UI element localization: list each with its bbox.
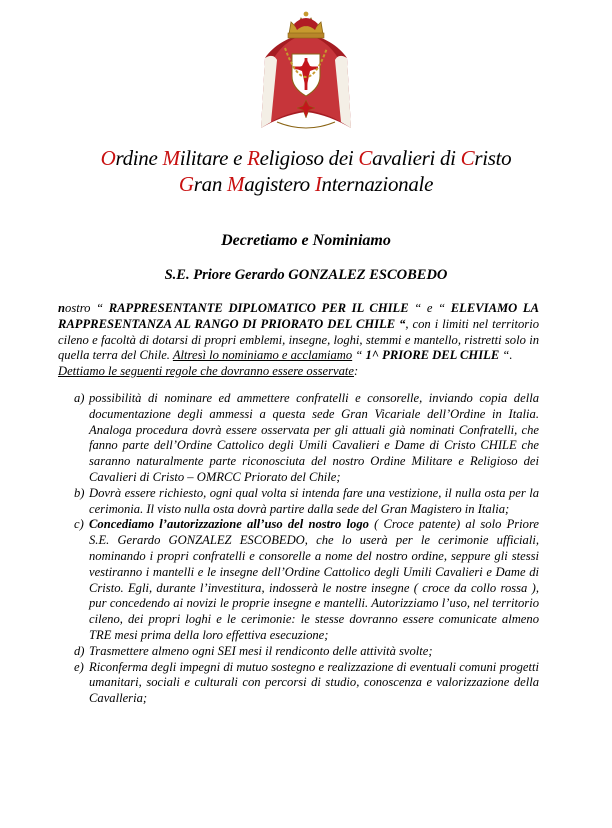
- title-capital-letter: I: [314, 172, 322, 196]
- title-capital-letter: M: [227, 172, 245, 196]
- title-word-rest: nternazionale: [321, 172, 434, 196]
- decree-heading: Decretiamo e Nominiamo: [221, 232, 391, 249]
- priorate-elevation: ELEVIAMO LA RAPPRESENTANZA AL RANGO DI PRIORATO DEL CHILE: [58, 301, 539, 331]
- title-capital-letter: C: [460, 146, 475, 170]
- rules-list: [58, 391, 539, 707]
- title-word-rest: avalieri di: [372, 146, 461, 170]
- appointee-name: S.E. Priore Gerardo GONZALEZ ESCOBEDO: [164, 267, 448, 283]
- priore-title: 1^ PRIORE DEL CHILE: [365, 348, 500, 363]
- title-capital-letter: C: [358, 146, 373, 170]
- title-capital-letter: O: [100, 146, 116, 170]
- list-item: a) possibilità di nominare ed ammettere confratelli e consorelle, inviando copia della documentazione degli ammessi a questa sede Gran Vicariale dell’Ordine in Italia. Analoga procedura dovrà essere osservata per gli attuali già nominati Confratelli, che fanno parte dell’Ordine Cattolico degli Umili Cavalieri e Dame di Cristo CHILE che saranno naturalmente parte riconosciuta del nostro Ordine Militare e Religioso dei Cavalieri di Cristo – OMRCC Priorato del Chile;: [74, 390, 539, 484]
- nomination-phrase: Altresì lo nominiamo e acclamiamo: [172, 348, 353, 363]
- intro-paragraph: nostro “ RAPPRESENTANTE DIPLOMATICO PER IL CHILE “ e “ ELEVIAMO LA RAPPRESENTANZA AL RANGO DI PRIORATO DEL CHILE “, con i limiti nel territorio cileno e facoltà di dotarsi di propri emblemi, insegne, loghi, stemmi e mantello, ristretti solo in quella terra del Chile. Altresì lo nominiamo e acclamiamo “ 1^ PRIORE DEL CHILE “.: [58, 301, 539, 363]
- rules-intro: Dettiamo le seguenti regole che dovranno essere osservate:: [58, 364, 359, 379]
- list-item: e) Riconferma degli impegni di mutuo sostegno e realizzazione di eventuali comuni progetti umanitari, sociali e culturali con percorsi di studio, conoscenza e valorizzazione della Cavalleria;: [74, 659, 539, 706]
- role-title: RAPPRESENTANTE DIPLOMATICO PER IL CHILE: [108, 301, 409, 315]
- order-crest-emblem: [259, 10, 353, 140]
- title-word-rest: ilitare e: [179, 146, 248, 170]
- title-capital-letter: M: [162, 146, 180, 170]
- order-name-title: [0, 146, 612, 171]
- title-word-rest: risto: [474, 146, 512, 170]
- title-word-rest: eligioso dei: [259, 146, 359, 170]
- decree-body: [58, 301, 539, 707]
- list-item: c) Concediamo l’autorizzazione all’uso del nostro logo ( Croce patente) al solo Priore S.E. Gerardo GONZALEZ ESCOBEDO, che lo userà per le cerimonie ufficiali, nominando i propri confratelli e consorelle a nome del nostro ordine, seppure gli stessi vestiranno i mantelli e le insegne dell’Ordine Cattolico degli Umili Cavalieri e Dame di Cristo. Egli, durante l’investitura, indosserà le nostre insegne ( croce da collo rossa ), pur concedendo ai novizi le proprie insegne e mantelli. Autorizziamo l’uso, nel territorio cileno, dei propri loghi e le cerimonie: le stesse dovranno essere comunicate almeno TRE mesi prima della loro effettiva esecuzione;: [74, 517, 539, 642]
- title-word-rest: ran: [193, 172, 227, 196]
- title-capital-letter: G: [178, 172, 194, 196]
- list-item: d) Trasmettere almeno ogni SEI mesi il rendiconto delle attività svolte;: [74, 643, 433, 658]
- title-capital-letter: R: [247, 146, 260, 170]
- list-item: b) Dovrà essere richiesto, ogni qual volta si intenda fare una vestizione, il nulla osta per la cerimonia. Il visto nulla osta dovrà partire dalla sede del Gran Magistero in Italia;: [74, 485, 539, 516]
- title-word-rest: agistero: [244, 172, 315, 196]
- grand-magistry-title: [0, 172, 612, 197]
- title-word-rest: rdine: [115, 146, 163, 170]
